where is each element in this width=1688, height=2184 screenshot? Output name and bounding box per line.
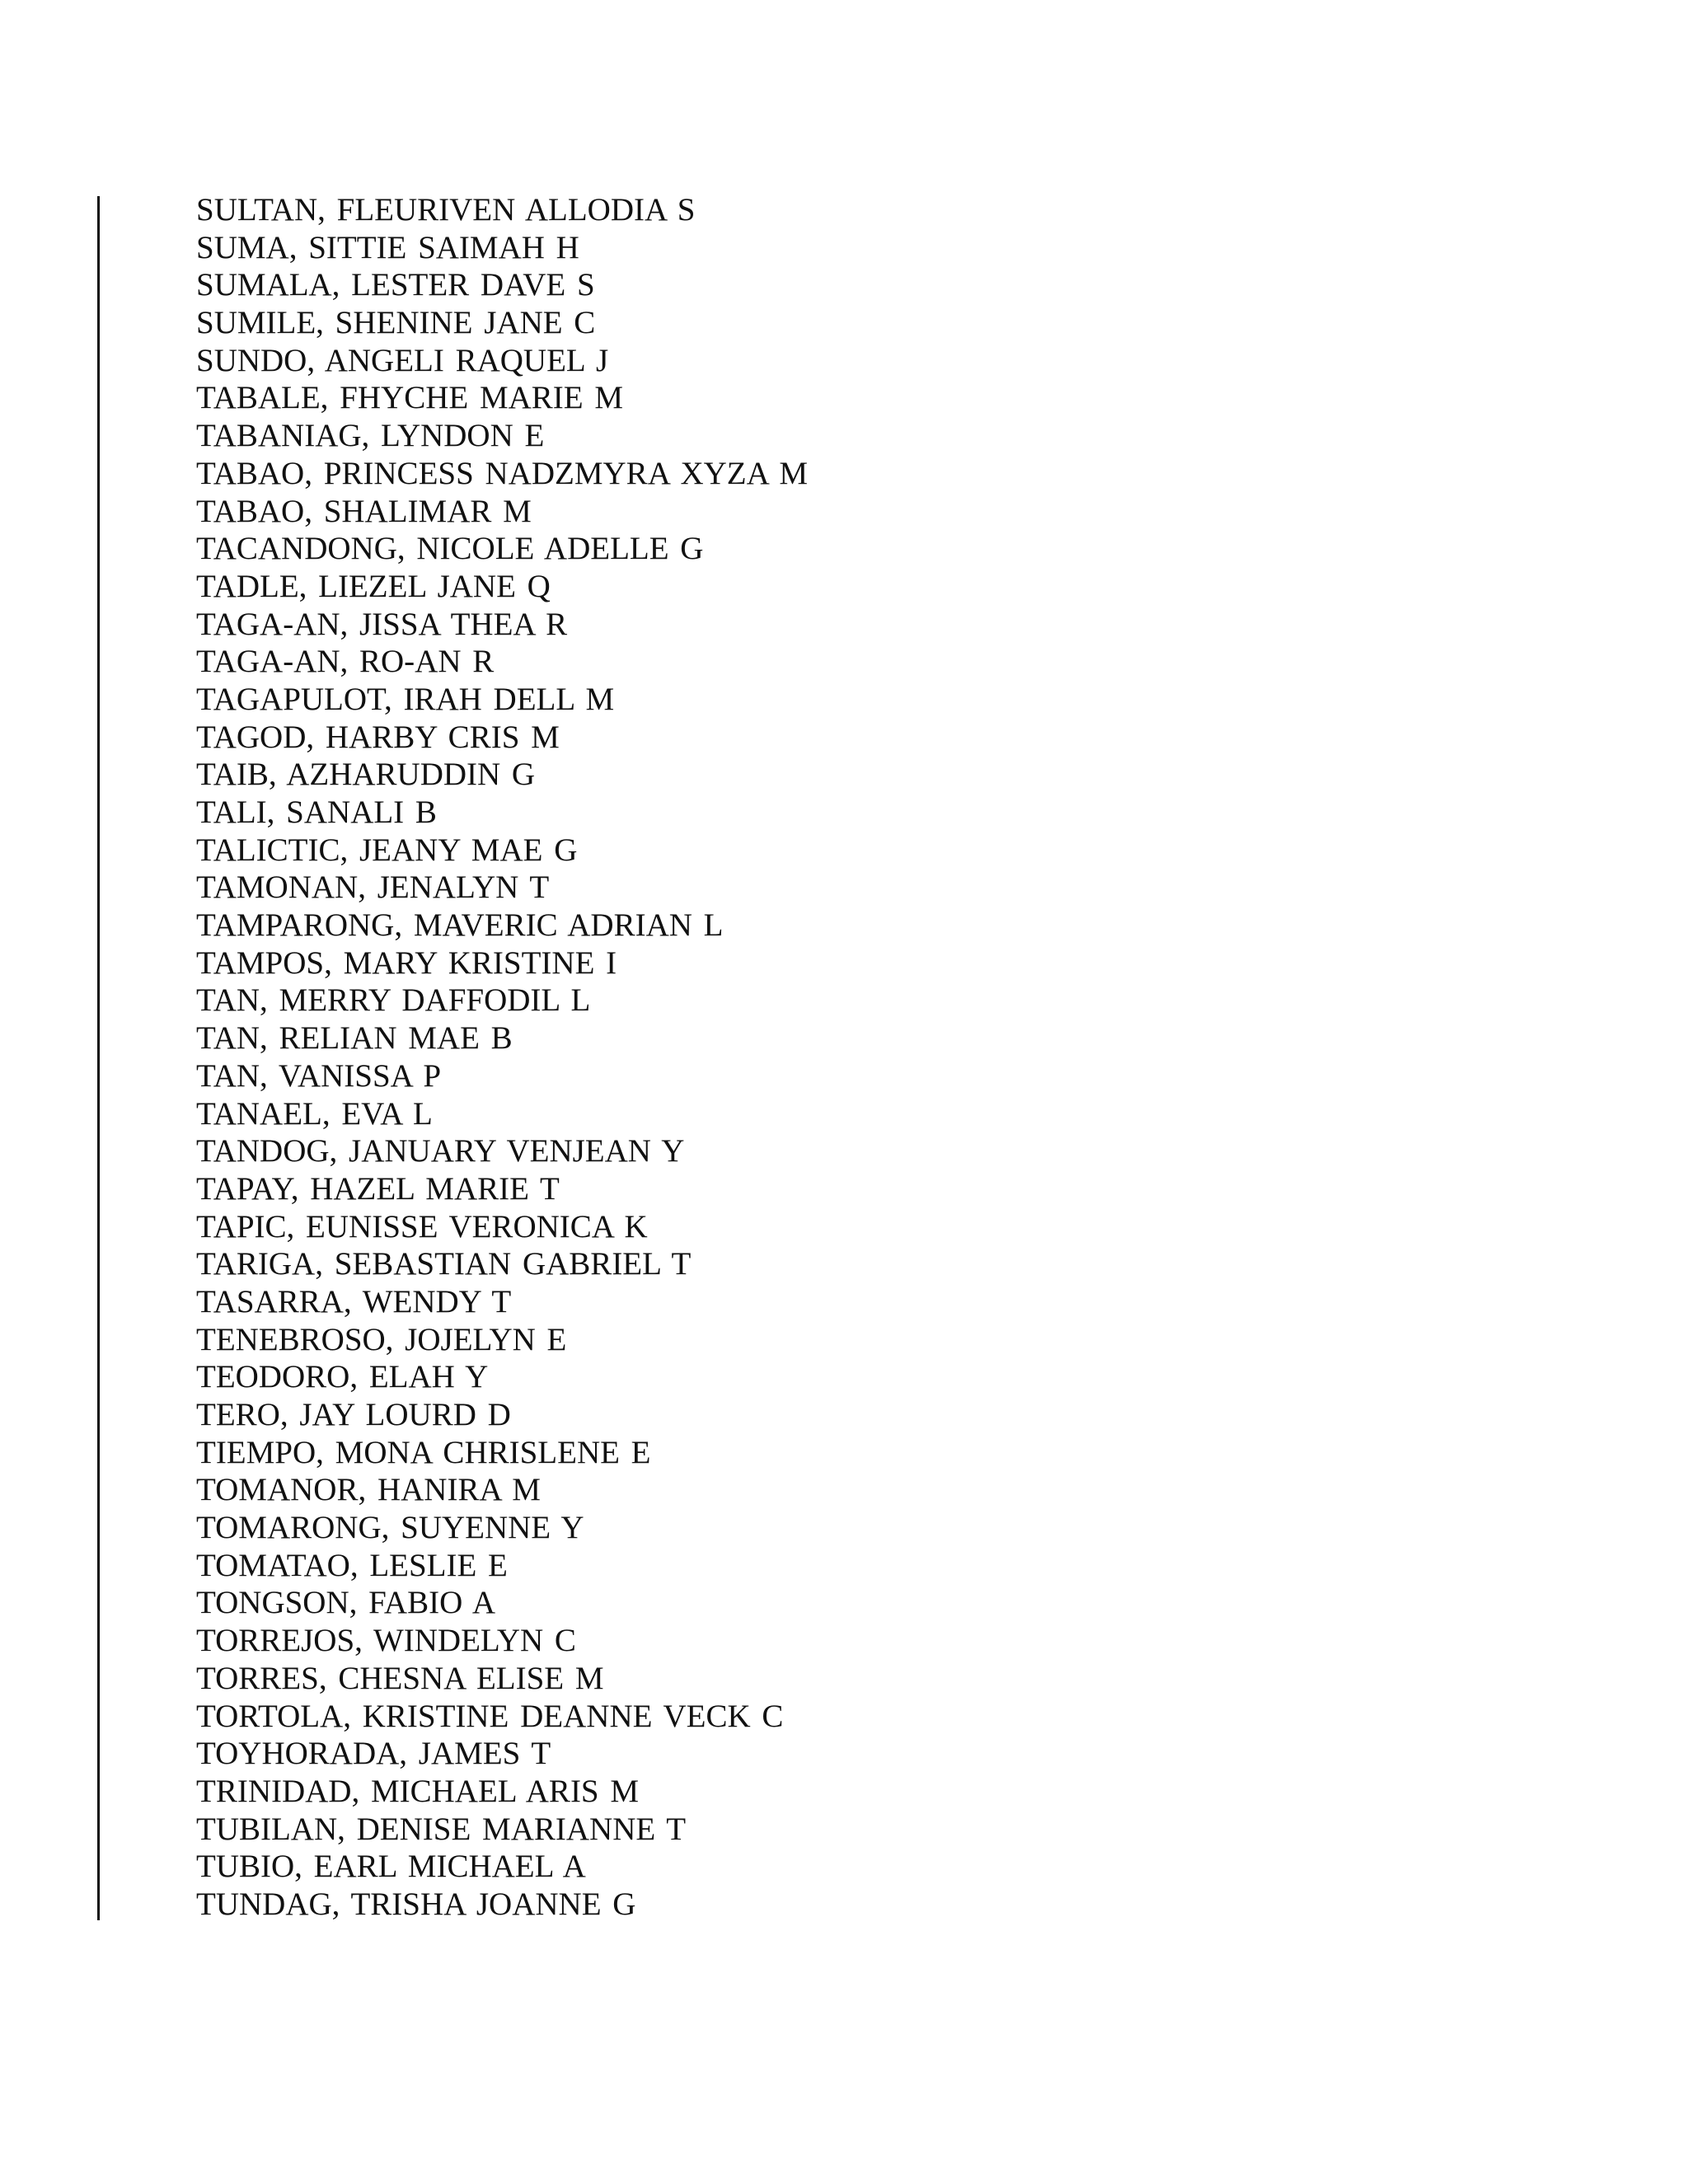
list-item: TAIB, AZHARUDDIN G xyxy=(196,757,536,793)
list-item: TARIGA, SEBASTIAN GABRIEL T xyxy=(196,1246,692,1282)
list-item: TOMATAO, LESLIE E xyxy=(196,1547,508,1583)
list-item: TOYHORADA, JAMES T xyxy=(196,1736,551,1772)
list-item: SUMILE, SHENINE JANE C xyxy=(196,305,596,341)
list-item: TAN, VANISSA P xyxy=(196,1057,442,1094)
list-item: TAMONAN, JENALYN T xyxy=(196,869,550,906)
list-item: TAN, RELIAN MAE B xyxy=(196,1020,513,1057)
list-item: TOMARONG, SUYENNE Y xyxy=(196,1510,584,1546)
list-item: TAGAPULOT, IRAH DELL M xyxy=(196,681,615,717)
list-item: TAPAY, HAZEL MARIE T xyxy=(196,1170,560,1207)
list-item: TRINIDAD, MICHAEL ARIS M xyxy=(196,1773,640,1809)
list-item: SUMA, SITTIE SAIMAH H xyxy=(196,229,579,265)
list-item: TABAO, PRINCESS NADZMYRA XYZA M xyxy=(196,455,809,491)
list-item: TAGOD, HARBY CRIS M xyxy=(196,719,560,755)
list-item: TANDOG, JANUARY VENJEAN Y xyxy=(196,1133,685,1169)
list-item: TANAEL, EVA L xyxy=(196,1095,433,1132)
list-item: TAMPARONG, MAVERIC ADRIAN L xyxy=(196,907,724,944)
list-item: TUBIO, EARL MICHAEL A xyxy=(196,1849,586,1885)
list-item: TAGA-AN, JISSA THEA R xyxy=(196,606,568,642)
list-item: TAGA-AN, RO-AN R xyxy=(196,644,495,680)
list-item: SUMALA, LESTER DAVE S xyxy=(196,267,595,303)
list-item: SUNDO, ANGELI RAQUEL J xyxy=(196,342,609,378)
list-item: TAPIC, EUNISSE VERONICA K xyxy=(196,1208,648,1244)
list-item: TOMANOR, HANIRA M xyxy=(196,1472,541,1508)
list-item: TAN, MERRY DAFFODIL L xyxy=(196,982,591,1019)
list-item: TEODORO, ELAH Y xyxy=(196,1359,489,1395)
list-item: TASARRA, WENDY T xyxy=(196,1283,512,1319)
list-item: TORTOLA, KRISTINE DEANNE VECK C xyxy=(196,1698,784,1734)
list-item: TORRES, CHESNA ELISE M xyxy=(196,1660,604,1696)
list-item: TENEBROSO, JOJELYN E xyxy=(196,1321,567,1357)
list-item: TABANIAG, LYNDON E xyxy=(196,418,545,454)
list-item: TALI, SANALI B xyxy=(196,794,437,830)
name-list xyxy=(196,191,808,1924)
list-item: TACANDONG, NICOLE ADELLE G xyxy=(196,531,704,567)
list-item: TABALE, FHYCHE MARIE M xyxy=(196,380,624,416)
list-item: TABAO, SHALIMAR M xyxy=(196,493,532,529)
left-margin-rule xyxy=(97,196,100,1920)
list-item: TIEMPO, MONA CHRISLENE E xyxy=(196,1434,651,1470)
list-item: TUNDAG, TRISHA JOANNE G xyxy=(196,1886,636,1922)
list-item: TORREJOS, WINDELYN C xyxy=(196,1623,576,1659)
list-item: TADLE, LIEZEL JANE Q xyxy=(196,568,551,604)
list-item: TONGSON, FABIO A xyxy=(196,1585,496,1621)
list-item: TAMPOS, MARY KRISTINE I xyxy=(196,944,617,981)
list-item: TERO, JAY LOURD D xyxy=(196,1397,511,1432)
list-item: TALICTIC, JEANY MAE G xyxy=(196,832,578,868)
list-item: TUBILAN, DENISE MARIANNE T xyxy=(196,1811,687,1847)
list-item: SULTAN, FLEURIVEN ALLODIA S xyxy=(196,192,696,227)
